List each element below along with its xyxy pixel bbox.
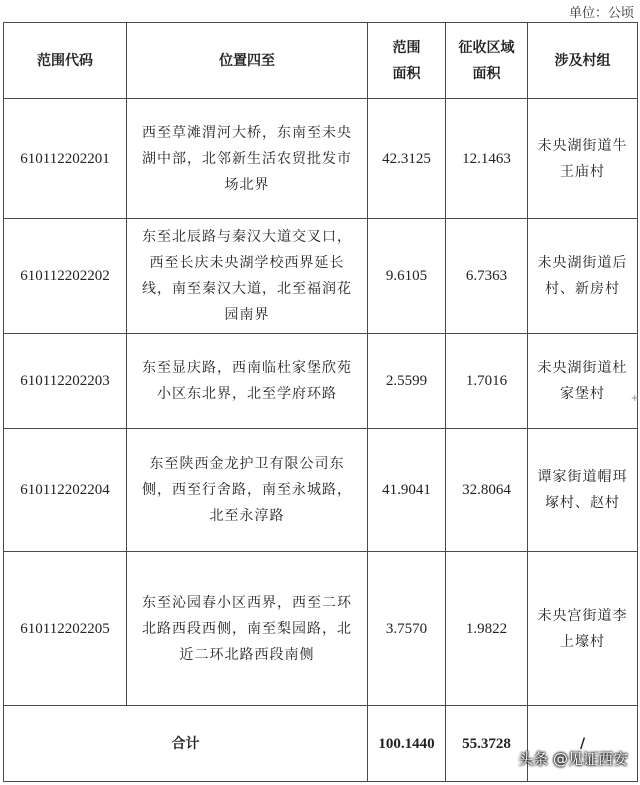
row-expropriation-area: 32.8064 — [446, 429, 528, 552]
row-boundary: 东至北辰路与秦汉大道交叉口，西至长庆未央湖学校西界延长线，南至秦汉大道，北至福润花园南界 — [127, 219, 368, 334]
header-row — [4, 23, 638, 99]
row-village: 谭家街道帽珥塚村、赵村 — [528, 429, 638, 552]
header-area — [368, 23, 446, 99]
row-expropriation-area: 12.1463 — [446, 99, 528, 219]
row-code: 610112202201 — [4, 99, 127, 219]
header-expropriation — [446, 23, 528, 99]
row-area: 41.9041 — [368, 429, 446, 552]
header-boundary: 位置四至 — [127, 23, 368, 99]
row-village: 未央湖街道杜家堡村 — [528, 334, 638, 429]
table-row — [4, 99, 638, 219]
table-row — [4, 429, 638, 552]
row-boundary: 东至沁园春小区西界，西至二环北路西段西侧，南至梨园路，北近二环北路西段南侧 — [127, 552, 368, 706]
total-area: 100.1440 — [368, 706, 446, 782]
unit-label: 单位：公顷 — [568, 6, 634, 21]
header-expro-line2: 面积 — [472, 65, 501, 82]
row-area: 2.5599 — [368, 334, 446, 429]
row-area: 9.6105 — [368, 219, 446, 334]
row-code: 610112202203 — [4, 334, 127, 429]
header-area-line1: 范围 — [392, 39, 421, 56]
row-area: 3.7570 — [368, 552, 446, 706]
total-label: 合计 — [4, 706, 368, 782]
total-expropriation-area: 55.3728 — [446, 706, 528, 782]
header-village: 涉及村组 — [528, 23, 638, 99]
source-watermark: 头条 @见证西安 — [518, 750, 628, 768]
land-table — [3, 22, 638, 782]
header-code: 范围代码 — [4, 23, 127, 99]
row-boundary: 西至草滩渭河大桥，东南至未央湖中部，北邻新生活农贸批发市场北界 — [127, 99, 368, 219]
row-code: 610112202202 — [4, 219, 127, 334]
row-area: 42.3125 — [368, 99, 446, 219]
row-village: 未央宫街道李上壕村 — [528, 552, 638, 706]
table-row — [4, 219, 638, 334]
row-expropriation-area: 1.9822 — [446, 552, 528, 706]
total-village: / — [528, 706, 638, 782]
table-row — [4, 552, 638, 706]
row-expropriation-area: 1.7016 — [446, 334, 528, 429]
row-code: 610112202205 — [4, 552, 127, 706]
row-village: 未央湖街道后村、新房村 — [528, 219, 638, 334]
row-boundary: 东至陕西金龙护卫有限公司东侧，西至行舍路，南至永城路，北至永淳路 — [127, 429, 368, 552]
header-area-line2: 面积 — [392, 65, 421, 82]
row-boundary: 东至显庆路，西南临杜家堡欣苑小区东北界，北至学府环路 — [127, 334, 368, 429]
row-code: 610112202204 — [4, 429, 127, 552]
edge-mark: + — [630, 393, 639, 404]
table-row — [4, 334, 638, 429]
header-expro-line1: 征收区域 — [458, 39, 515, 56]
row-expropriation-area: 6.7363 — [446, 219, 528, 334]
total-row — [4, 706, 638, 782]
row-village: 未央湖街道牛王庙村 — [528, 99, 638, 219]
